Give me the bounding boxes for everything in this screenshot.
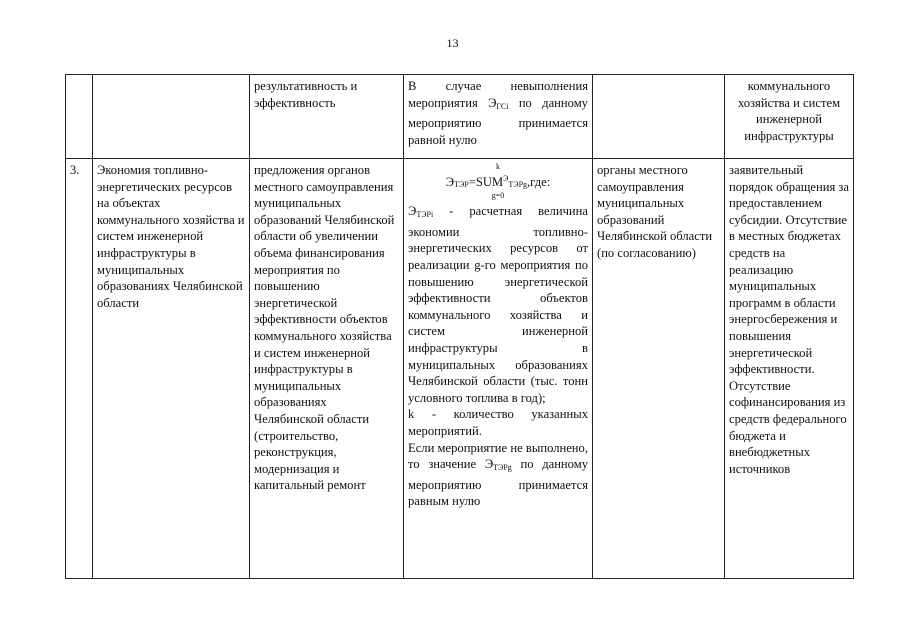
page-number: 13 [446,36,459,50]
formula: k $ЭТЭР=SUM^ЭТЭРg,где$: g=0 [445,162,551,201]
row1-notes-cell: коммунального хозяйства и систем инженерной инфраструктуры [725,75,854,159]
method-zero-note: Если мероприятие не выполнено, то значение $Э_{ТЭРg}$ по данному мероприятию принимается равным нулю [408,440,588,509]
row2-title-cell: Экономия топливно-энергетических ресурсов на объектах коммунального хозяйства и систем инженерной инфраструктуры в муниципальных образованиях Челябинской области [93,159,250,579]
method-count-note: k - количество указанных мероприятий. [408,407,588,438]
row2-method-cell [404,159,593,579]
row1-title-cell [93,75,250,159]
table-row [66,159,854,579]
table-row [66,75,854,159]
row1-responsible-cell [593,75,725,159]
row2-number-cell: 3. [66,159,93,579]
indicators-table [65,74,854,579]
row1-source-cell: результативность и эффективность [250,75,404,159]
method-description: $Э_{ТЭРi}$ - расчетная величина экономии топливно-энергетических ресурсов от реализации g-го мероприятия по повышению энергетической эффективности объектов коммунального хозяйства и систем инженерной инфраструктуры в муниципальных образованиях Челябинской области (тыс. тонн условного топлива в год); [408,204,588,405]
row2-responsible-cell: органы местного самоуправления муниципальных образований Челябинской области (по согласованию) [593,159,725,579]
row1-method-cell: В случае невыполнения мероприятия $Э_{ГСi}$ по данному мероприятию принимается равной нулю [404,75,593,159]
row2-notes-cell: заявительный порядок обращения за предоставлением субсидии. Отсутствие в местных бюджетах средств на реализацию муниципальных программ в области энергосбережения и повышения энергетической эффективности. Отсутствие софинансирования из средств федерального бюджета и внебюджетных источников [725,159,854,579]
row1-number-cell [66,75,93,159]
row2-source-cell: предложения органов местного самоуправления муниципальных образований Челябинской области об увеличении объема финансирования мероприятия по повышению энергетической эффективности объектов коммунального хозяйства и систем инженерной инфраструктуры в муниципальных образованиях Челябинской области (строительство, реконструкция, модернизация и капитальный ремонт [250,159,404,579]
